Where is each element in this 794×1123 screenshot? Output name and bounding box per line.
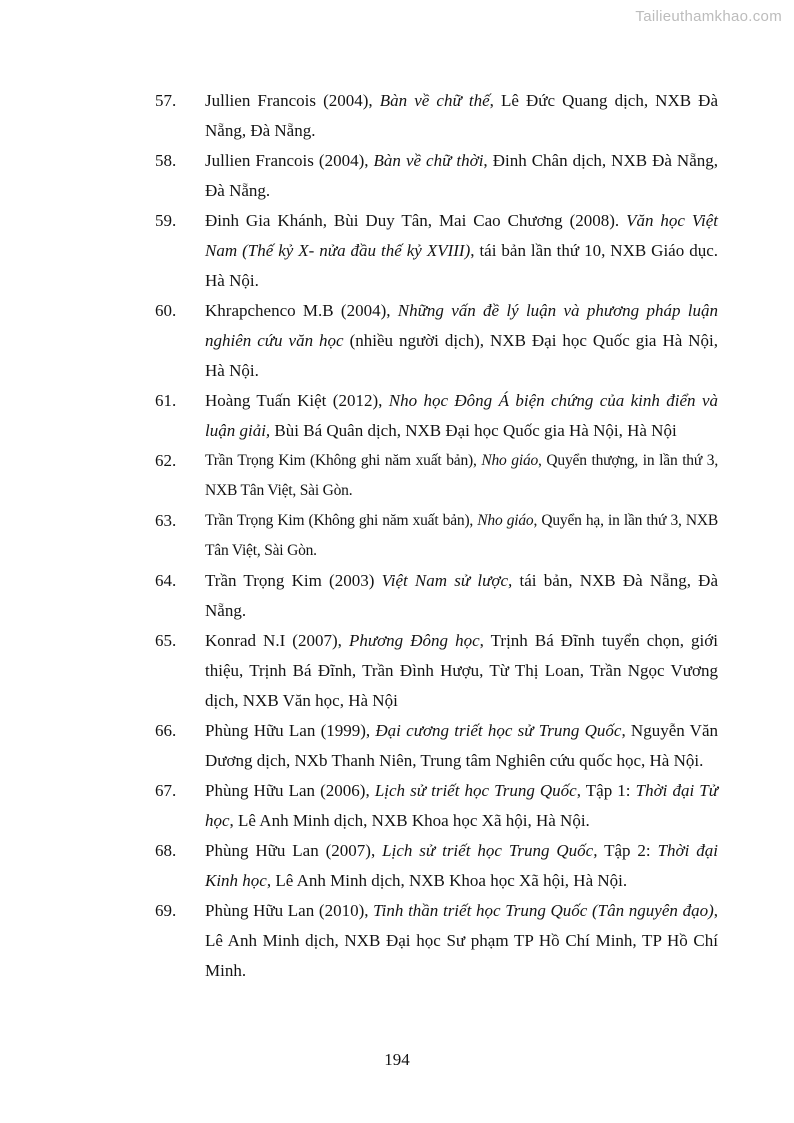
reference-text: [205, 571, 718, 620]
reference-plain-segment: Trần Trọng Kim (2003): [205, 571, 382, 590]
reference-item: [155, 206, 718, 296]
reference-plain-segment: , Lê Anh Minh dịch, NXB Đại học Sư phạm TP Hồ Chí Minh, TP Hồ Chí Minh.: [205, 901, 718, 980]
reference-text: [205, 151, 718, 200]
reference-title-segment: Phương Đông học: [348, 631, 480, 650]
reference-number: 64.: [155, 571, 177, 590]
reference-plain-segment: , Lê Đức Quang dịch, NXB Đà Nẵng, Đà Nẵng.: [205, 91, 718, 140]
reference-number: 59.: [155, 211, 177, 230]
reference-item: [155, 386, 718, 446]
reference-number: 69.: [155, 901, 177, 920]
reference-item: [155, 776, 718, 836]
reference-text: [205, 301, 718, 380]
reference-plain-segment: , Tập 1:: [576, 781, 636, 800]
reference-title-segment: Đại cương triết học sử Trung Quốc: [375, 721, 622, 740]
reference-plain-segment: , Quyển thượng, in lần thứ 3, NXB Tân Việt, Sài Gòn.: [205, 452, 718, 499]
reference-number: 65.: [155, 631, 177, 650]
reference-plain-segment: Konrad N.I (2007),: [205, 631, 349, 650]
reference-text: [205, 841, 718, 890]
reference-plain-segment: Tập 2:: [597, 841, 658, 860]
reference-text: [205, 781, 718, 830]
reference-item: [155, 86, 718, 146]
reference-title-segment: Bàn về chữ thế: [379, 91, 490, 110]
reference-item: [155, 566, 718, 626]
reference-plain-segment: Phùng Hữu Lan (2006),: [205, 781, 375, 800]
reference-number: 57.: [155, 91, 177, 110]
reference-plain-segment: , tái bản lần thứ 10, NXB Giáo dục. Hà Nội.: [205, 241, 718, 290]
reference-plain-segment: Hoàng Tuấn Kiệt (2012),: [205, 391, 389, 410]
page-number: 194: [384, 1050, 410, 1069]
reference-item: [155, 836, 718, 896]
reference-text: [205, 512, 718, 559]
reference-title-segment: Việt Nam sử lược,: [381, 571, 513, 590]
reference-item: [155, 146, 718, 206]
reference-title-segment: Thời đại Kinh học: [205, 841, 718, 890]
reference-number: 63.: [155, 511, 177, 530]
reference-item: [155, 296, 718, 386]
reference-text: [205, 91, 718, 140]
reference-number: 60.: [155, 301, 177, 320]
reference-number: 66.: [155, 721, 177, 740]
reference-plain-segment: , Đinh Chân dịch, NXB Đà Nẵng, Đà Nẵng.: [205, 151, 719, 200]
reference-plain-segment: Trần Trọng Kim (Không ghi năm xuất bản),: [205, 512, 478, 529]
reference-plain-segment: Đinh Gia Khánh, Bùi Duy Tân, Mai Cao Chương (2008).: [205, 211, 627, 230]
reference-item: [155, 506, 718, 566]
reference-number: 67.: [155, 781, 177, 800]
reference-plain-segment: , Quyển hạ, in lần thứ 3, NXB Tân Việt, Sài Gòn.: [205, 512, 718, 559]
reference-text: [205, 391, 718, 440]
reference-text: [205, 211, 718, 290]
reference-title-segment: Bàn về chữ thời: [373, 151, 484, 170]
reference-plain-segment: Trần Trọng Kim (Không ghi năm xuất bản),: [205, 452, 482, 469]
reference-plain-segment: , Lê Anh Minh dịch, NXB Khoa học Xã hội, Hà Nội.: [229, 811, 590, 830]
reference-plain-segment: Jullien Francois (2004),: [205, 91, 380, 110]
reference-item: [155, 896, 718, 986]
reference-title-segment: Lịch sử triết học Trung Quốc,: [382, 841, 598, 860]
reference-plain-segment: tái bản, NXB Đà Nẵng, Đà Nẵng.: [205, 571, 718, 620]
reference-item: [155, 446, 718, 506]
reference-plain-segment: Phùng Hữu Lan (1999),: [205, 721, 376, 740]
reference-text: [205, 631, 718, 710]
reference-list: [155, 86, 718, 986]
reference-plain-segment: (nhiều người dịch), NXB Đại học Quốc gia Hà Nội, Hà Nội.: [205, 331, 718, 380]
reference-plain-segment: , Trịnh Bá Đĩnh tuyển chọn, giới thiệu, Trịnh Bá Đĩnh, Trần Đình Hượu, Từ Thị Loan, Trần Ngọc Vương dịch, NXB Văn học, Hà Nội: [205, 631, 718, 710]
reference-plain-segment: Jullien Francois (2004),: [205, 151, 374, 170]
reference-text: [205, 452, 718, 499]
reference-plain-segment: Phùng Hữu Lan (2007),: [205, 841, 383, 860]
reference-number: 58.: [155, 151, 177, 170]
reference-title-segment: Lịch sử triết học Trung Quốc: [374, 781, 577, 800]
reference-number: 61.: [155, 391, 177, 410]
reference-plain-segment: Khrapchenco M.B (2004),: [205, 301, 398, 320]
reference-plain-segment: , Lê Anh Minh dịch, NXB Khoa học Xã hội, Hà Nội.: [266, 871, 628, 890]
reference-number: 62.: [155, 451, 177, 470]
reference-title-segment: Những vấn đề lý luận và phương pháp luận nghiên cứu văn học: [205, 301, 718, 350]
reference-plain-segment: , Nguyễn Văn Dương dịch, NXb Thanh Niên, Trung tâm Nghiên cứu quốc học, Hà Nội.: [205, 721, 718, 770]
reference-item: [155, 716, 718, 776]
watermark: Tailieuthamkhao.com: [635, 8, 782, 25]
reference-item: [155, 626, 718, 716]
reference-text: [205, 901, 718, 980]
reference-title-segment: Văn học Việt Nam (Thế kỷ X- nửa đầu thế kỷ XVIII): [205, 211, 718, 260]
reference-title-segment: Nho học Đông Á biện chứng của kinh điển và luận giải,: [205, 391, 718, 440]
reference-title-segment: Nho giáo: [477, 512, 534, 529]
reference-title-segment: Nho giáo: [481, 452, 539, 469]
reference-title-segment: Thời đại Tử học: [205, 781, 718, 830]
reference-number: 68.: [155, 841, 177, 860]
reference-text: [205, 721, 718, 770]
reference-title-segment: Tinh thần triết học Trung Quốc (Tân nguyên đạo): [373, 901, 714, 920]
reference-plain-segment: Bùi Bá Quân dịch, NXB Đại học Quốc gia Hà Nội, Hà Nội: [270, 421, 677, 440]
reference-plain-segment: Phùng Hữu Lan (2010),: [205, 901, 374, 920]
